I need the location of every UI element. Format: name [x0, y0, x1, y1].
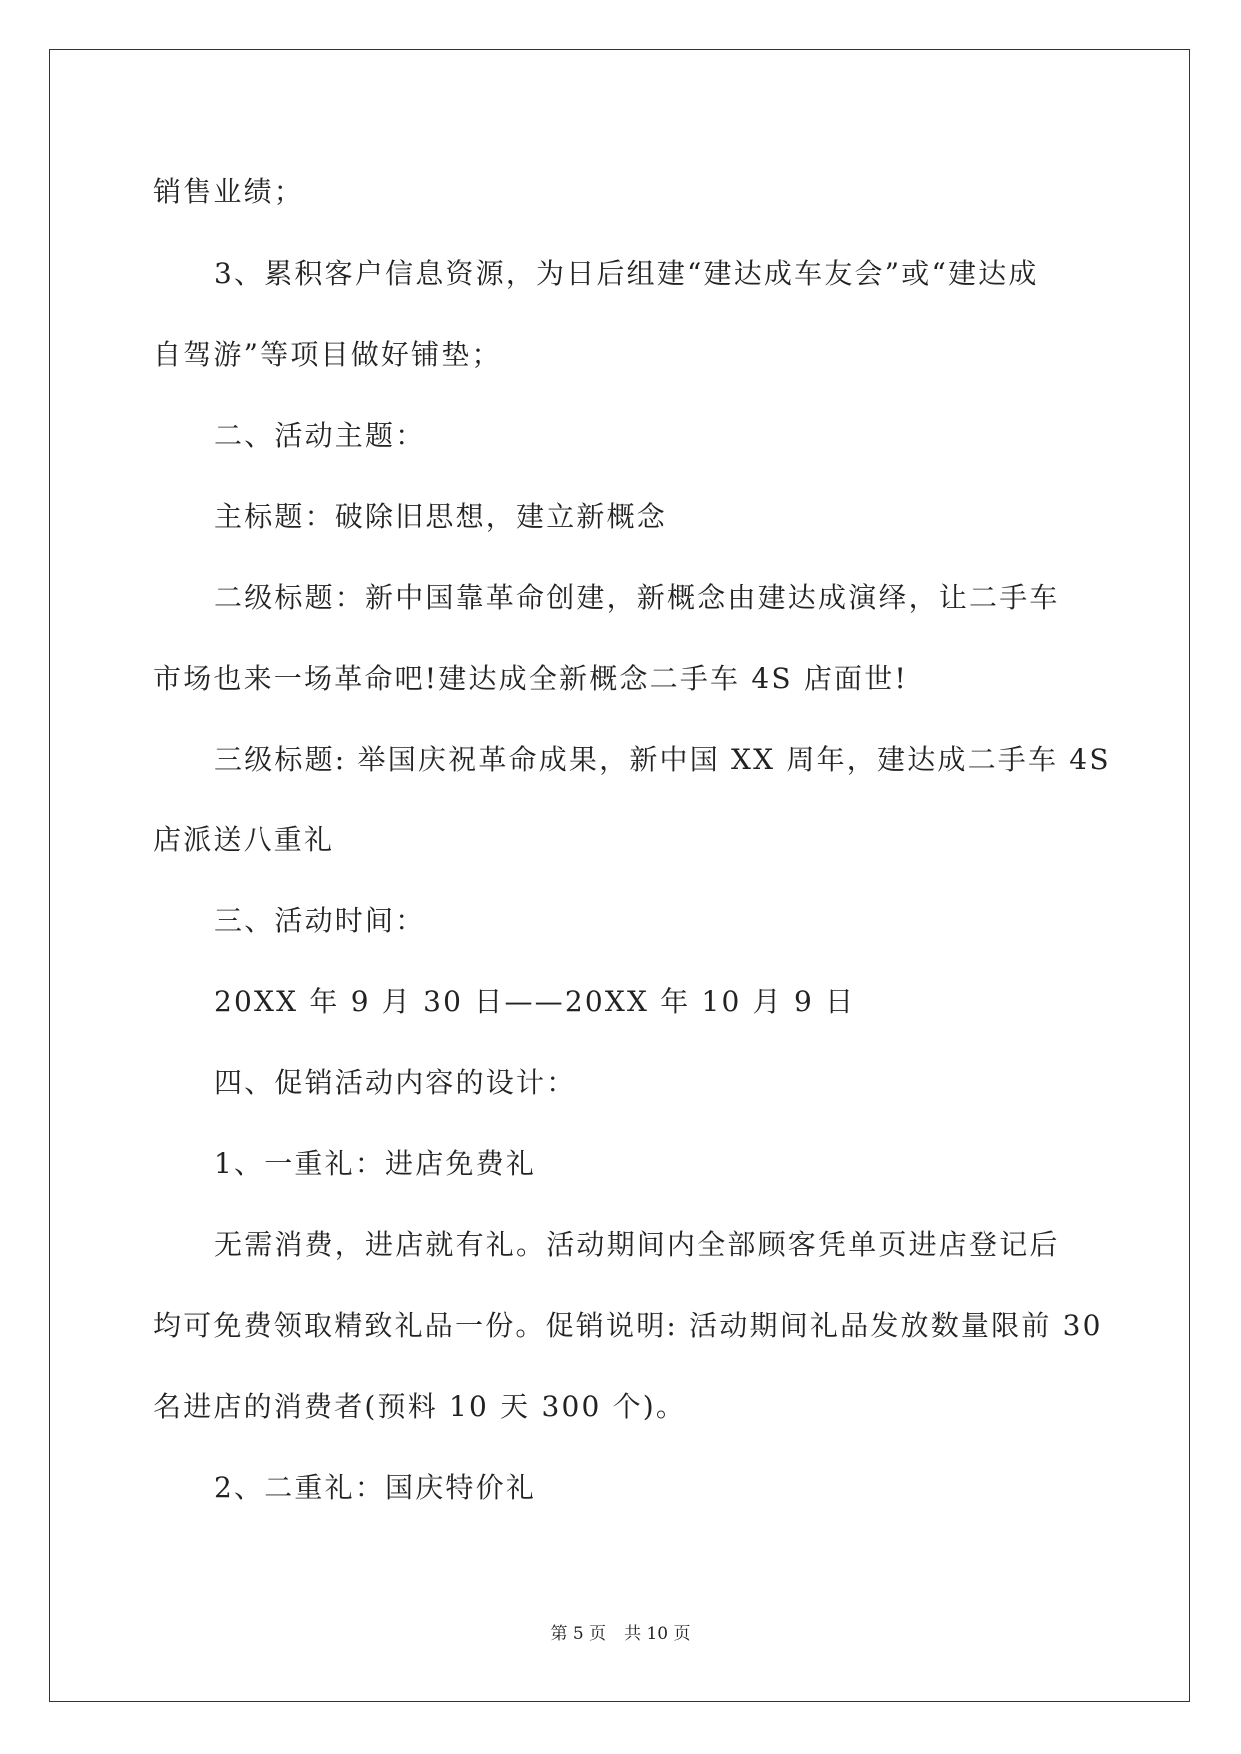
paragraph-line: 自驾游”等项目做好铺垫；	[153, 338, 502, 371]
page-border	[49, 49, 1190, 1702]
section-heading: 二、活动主题：	[214, 419, 426, 452]
paragraph-line: 无需消费，进店就有礼。活动期间内全部顾客凭单页进店登记后	[214, 1228, 1060, 1261]
section-heading: 四、促销活动内容的设计：	[214, 1066, 577, 1099]
paragraph-line: 主标题：破除旧思想，建立新概念	[214, 500, 668, 533]
paragraph-line: 销售业绩；	[153, 175, 305, 208]
paragraph-line: 20XX 年 9 月 30 日——20XX 年 10 月 9 日	[214, 985, 856, 1018]
page-number: 第 5 页	[550, 1624, 607, 1644]
paragraph-line: 二级标题：新中国靠革命创建，新概念由建达成演绎，让二手车	[214, 581, 1060, 614]
page-total: 共 10 页	[624, 1624, 691, 1644]
paragraph-line: 三级标题: 举国庆祝革命成果，新中国 XX 周年，建达成二手车 4S	[214, 743, 1111, 776]
section-heading: 三、活动时间：	[214, 904, 426, 937]
paragraph-line: 3、累积客户信息资源，为日后组建“建达成车友会”或“建达成	[214, 257, 1039, 290]
paragraph-line: 店派送八重礼	[153, 823, 335, 856]
page-footer	[0, 1623, 1241, 1645]
paragraph-line: 名进店的消费者(预料 10 天 300 个)。	[153, 1390, 687, 1423]
paragraph-line: 均可免费领取精致礼品一份。促销说明: 活动期间礼品发放数量限前 30	[153, 1309, 1103, 1342]
paragraph-line: 1、一重礼：进店免费礼	[214, 1147, 537, 1180]
paragraph-line: 市场也来一场革命吧!建达成全新概念二手车 4S 店面世!	[153, 662, 908, 695]
paragraph-line: 2、二重礼：国庆特价礼	[214, 1471, 537, 1504]
